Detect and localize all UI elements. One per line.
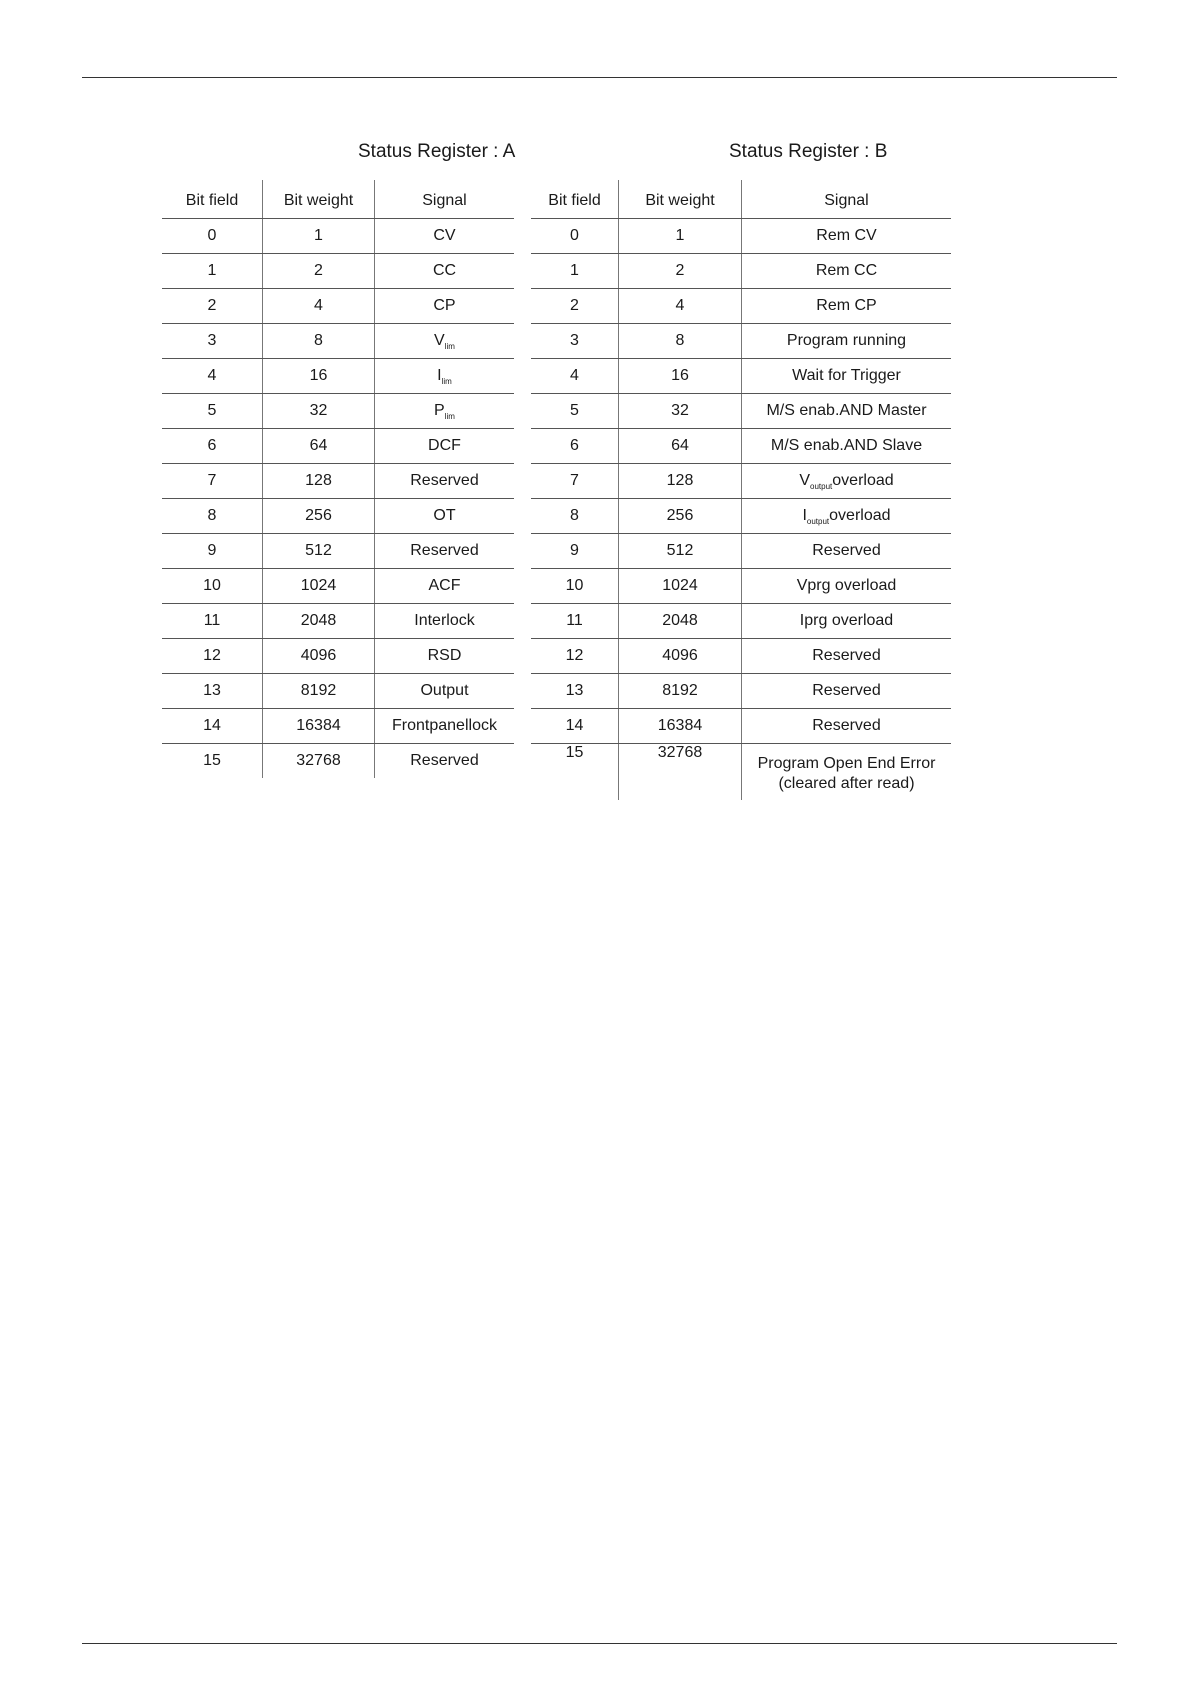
bit-weight-cell: 64 — [263, 429, 375, 464]
signal-cell — [742, 394, 952, 429]
table-row — [162, 569, 514, 604]
bit-weight-cell: 4096 — [619, 639, 742, 674]
bit-field-header: Bit field — [162, 180, 263, 219]
table-row — [162, 674, 514, 709]
signal-text: Program Open End Error — [757, 755, 936, 772]
bit-field-cell: 5 — [162, 394, 263, 429]
signal-cell — [742, 744, 952, 801]
signal-text: I — [802, 506, 807, 524]
bit-weight-cell: 32768 — [619, 744, 742, 801]
signal-text: Iprg overload — [799, 612, 894, 629]
table-row — [162, 709, 514, 744]
table-row — [531, 744, 951, 801]
table-row — [162, 394, 514, 429]
signal-text: Rem CV — [816, 227, 877, 244]
table-header-row — [162, 180, 514, 219]
bit-weight-cell: 32768 — [263, 744, 375, 779]
signal-text: Reserved — [812, 717, 881, 734]
signal-cell — [375, 569, 515, 604]
table-row — [162, 429, 514, 464]
bit-weight-cell: 2 — [263, 254, 375, 289]
bit-field-cell: 8 — [531, 499, 619, 534]
signal-text: CC — [432, 262, 457, 279]
table-row — [531, 604, 951, 639]
signal-cell — [375, 639, 515, 674]
bit-field-cell: 7 — [531, 464, 619, 499]
bit-field-cell: 15 — [162, 744, 263, 779]
signal-note: (cleared after read) — [778, 775, 915, 792]
bit-field-header: Bit field — [531, 180, 619, 219]
bit-field-cell: 0 — [162, 219, 263, 254]
bit-weight-cell: 256 — [263, 499, 375, 534]
bit-field-cell: 10 — [531, 569, 619, 604]
bit-weight-cell: 16384 — [619, 709, 742, 744]
signal-subscript: output — [806, 516, 830, 526]
table-row — [162, 604, 514, 639]
signal-cell — [742, 254, 952, 289]
signal-cell — [375, 359, 515, 394]
bit-field-cell: 10 — [162, 569, 263, 604]
bit-field-cell: 0 — [531, 219, 619, 254]
signal-cell — [375, 604, 515, 639]
bit-field-cell: 4 — [162, 359, 263, 394]
table-header-row — [531, 180, 951, 219]
bit-weight-cell: 8192 — [263, 674, 375, 709]
table-row — [531, 464, 951, 499]
bit-weight-cell: 16 — [263, 359, 375, 394]
bit-field-cell: 9 — [531, 534, 619, 569]
signal-cell — [742, 639, 952, 674]
table-row — [531, 324, 951, 359]
table-row — [531, 569, 951, 604]
signal-cell — [375, 394, 515, 429]
signal-subscript: output — [810, 481, 833, 491]
signal-text: Rem CP — [816, 297, 877, 314]
bit-field-cell: 7 — [162, 464, 263, 499]
signal-cell — [375, 709, 515, 744]
bit-weight-cell: 8 — [619, 324, 742, 359]
bit-weight-cell: 4096 — [263, 639, 375, 674]
signal-text: Rem CC — [815, 262, 878, 279]
table-row — [531, 219, 951, 254]
bit-weight-cell: 2048 — [619, 604, 742, 639]
bit-weight-cell: 1 — [619, 219, 742, 254]
bit-weight-cell: 64 — [619, 429, 742, 464]
bit-field-cell: 12 — [162, 639, 263, 674]
signal-text: Reserved — [410, 542, 479, 559]
bit-field-cell: 3 — [162, 324, 263, 359]
table-row — [531, 674, 951, 709]
bit-weight-cell: 256 — [619, 499, 742, 534]
signal-suffix: overload — [829, 506, 891, 524]
bit-weight-cell: 128 — [263, 464, 375, 499]
signal-subscript: lim — [444, 411, 455, 421]
signal-cell — [375, 219, 515, 254]
bit-weight-cell: 8192 — [619, 674, 742, 709]
table-row — [531, 359, 951, 394]
signal-text: RSD — [427, 647, 462, 664]
signal-cell — [375, 744, 515, 779]
signal-cell — [742, 324, 952, 359]
signal-text: Vprg overload — [796, 577, 897, 594]
bit-weight-cell: 2048 — [263, 604, 375, 639]
signal-text: Program running — [786, 332, 907, 349]
bit-field-cell: 14 — [531, 709, 619, 744]
signal-text: M/S enab.AND Master — [766, 402, 927, 419]
signal-cell — [375, 534, 515, 569]
bit-field-cell: 8 — [162, 499, 263, 534]
table-row — [162, 219, 514, 254]
signal-cell — [375, 289, 515, 324]
bit-field-cell: 11 — [162, 604, 263, 639]
table-row — [162, 534, 514, 569]
status-register-a-table — [162, 180, 514, 778]
bit-weight-cell: 512 — [263, 534, 375, 569]
bit-weight-cell: 8 — [263, 324, 375, 359]
bit-field-cell: 4 — [531, 359, 619, 394]
header-rule — [82, 77, 1117, 78]
signal-cell — [375, 674, 515, 709]
bit-weight-cell: 1024 — [263, 569, 375, 604]
bit-weight-cell: 4 — [263, 289, 375, 324]
bit-field-cell: 15 — [531, 744, 619, 801]
bit-weight-header: Bit weight — [619, 180, 742, 219]
bit-field-cell: 6 — [531, 429, 619, 464]
signal-text: P — [434, 401, 445, 419]
signal-text: I — [437, 366, 442, 384]
table-row — [162, 359, 514, 394]
bit-weight-cell: 32 — [263, 394, 375, 429]
signal-cell — [742, 289, 952, 324]
signal-cell — [742, 674, 952, 709]
signal-text: OT — [433, 507, 456, 524]
signal-cell — [375, 429, 515, 464]
bit-field-cell: 2 — [531, 289, 619, 324]
signal-text: Output — [420, 682, 469, 699]
table-row — [531, 289, 951, 324]
table-row — [162, 254, 514, 289]
signal-cell — [375, 324, 515, 359]
table-row — [162, 639, 514, 674]
bit-field-cell: 9 — [162, 534, 263, 569]
table-row — [531, 534, 951, 569]
table-row — [162, 499, 514, 534]
signal-suffix: overload — [832, 471, 894, 489]
signal-cell — [742, 534, 952, 569]
signal-cell — [375, 254, 515, 289]
bit-field-cell: 1 — [531, 254, 619, 289]
bit-weight-cell: 1 — [263, 219, 375, 254]
register-a-title: Status Register : A — [358, 141, 516, 162]
bit-weight-cell: 32 — [619, 394, 742, 429]
signal-cell — [742, 219, 952, 254]
signal-text: Reserved — [812, 647, 881, 664]
signal-cell — [742, 429, 952, 464]
bit-weight-header: Bit weight — [263, 180, 375, 219]
signal-text: Frontpanellock — [392, 717, 497, 734]
signal-text: Reserved — [812, 542, 881, 559]
bit-field-cell: 6 — [162, 429, 263, 464]
signal-text: Reserved — [410, 472, 479, 489]
signal-text: M/S enab.AND Slave — [770, 437, 923, 454]
footer-rule — [82, 1643, 1117, 1644]
bit-field-cell: 11 — [531, 604, 619, 639]
signal-text: ACF — [428, 577, 461, 594]
bit-field-cell: 3 — [531, 324, 619, 359]
signal-text: CV — [433, 227, 456, 244]
table-row — [162, 464, 514, 499]
table-row — [162, 744, 514, 779]
bit-field-cell: 1 — [162, 254, 263, 289]
register-b-title: Status Register : B — [729, 141, 888, 162]
signal-header: Signal — [742, 180, 952, 219]
bit-field-cell: 14 — [162, 709, 263, 744]
signal-text: V — [799, 471, 811, 489]
bit-weight-cell: 2 — [619, 254, 742, 289]
signal-cell — [742, 464, 952, 499]
signal-text: Interlock — [414, 612, 475, 629]
table-row — [531, 499, 951, 534]
bit-field-cell: 13 — [531, 674, 619, 709]
signal-cell — [375, 499, 515, 534]
signal-text: DCF — [428, 437, 461, 454]
signal-cell — [742, 569, 952, 604]
signal-cell — [742, 499, 952, 534]
table-row — [162, 324, 514, 359]
signal-subscript: lim — [441, 376, 452, 386]
bit-weight-cell: 16384 — [263, 709, 375, 744]
table-row — [531, 709, 951, 744]
bit-field-cell: 2 — [162, 289, 263, 324]
bit-weight-cell: 1024 — [619, 569, 742, 604]
bit-weight-cell: 128 — [619, 464, 742, 499]
signal-subscript: lim — [444, 341, 455, 351]
signal-cell — [742, 604, 952, 639]
signal-text: V — [434, 331, 445, 349]
signal-text: Reserved — [410, 752, 479, 769]
bit-field-cell: 5 — [531, 394, 619, 429]
table-row — [531, 429, 951, 464]
bit-field-cell: 12 — [531, 639, 619, 674]
signal-text-block — [758, 754, 936, 794]
table-row — [162, 289, 514, 324]
bit-weight-cell: 512 — [619, 534, 742, 569]
signal-text: Reserved — [812, 682, 881, 699]
table-row — [531, 394, 951, 429]
status-register-b-table — [531, 180, 951, 800]
table-row — [531, 254, 951, 289]
signal-text: Wait for Trigger — [792, 367, 901, 384]
bit-weight-cell: 16 — [619, 359, 742, 394]
signal-cell — [742, 709, 952, 744]
table-row — [531, 639, 951, 674]
bit-weight-cell: 4 — [619, 289, 742, 324]
signal-text: CP — [433, 297, 456, 314]
bit-field-cell: 13 — [162, 674, 263, 709]
signal-header: Signal — [375, 180, 515, 219]
signal-cell — [742, 359, 952, 394]
signal-cell — [375, 464, 515, 499]
